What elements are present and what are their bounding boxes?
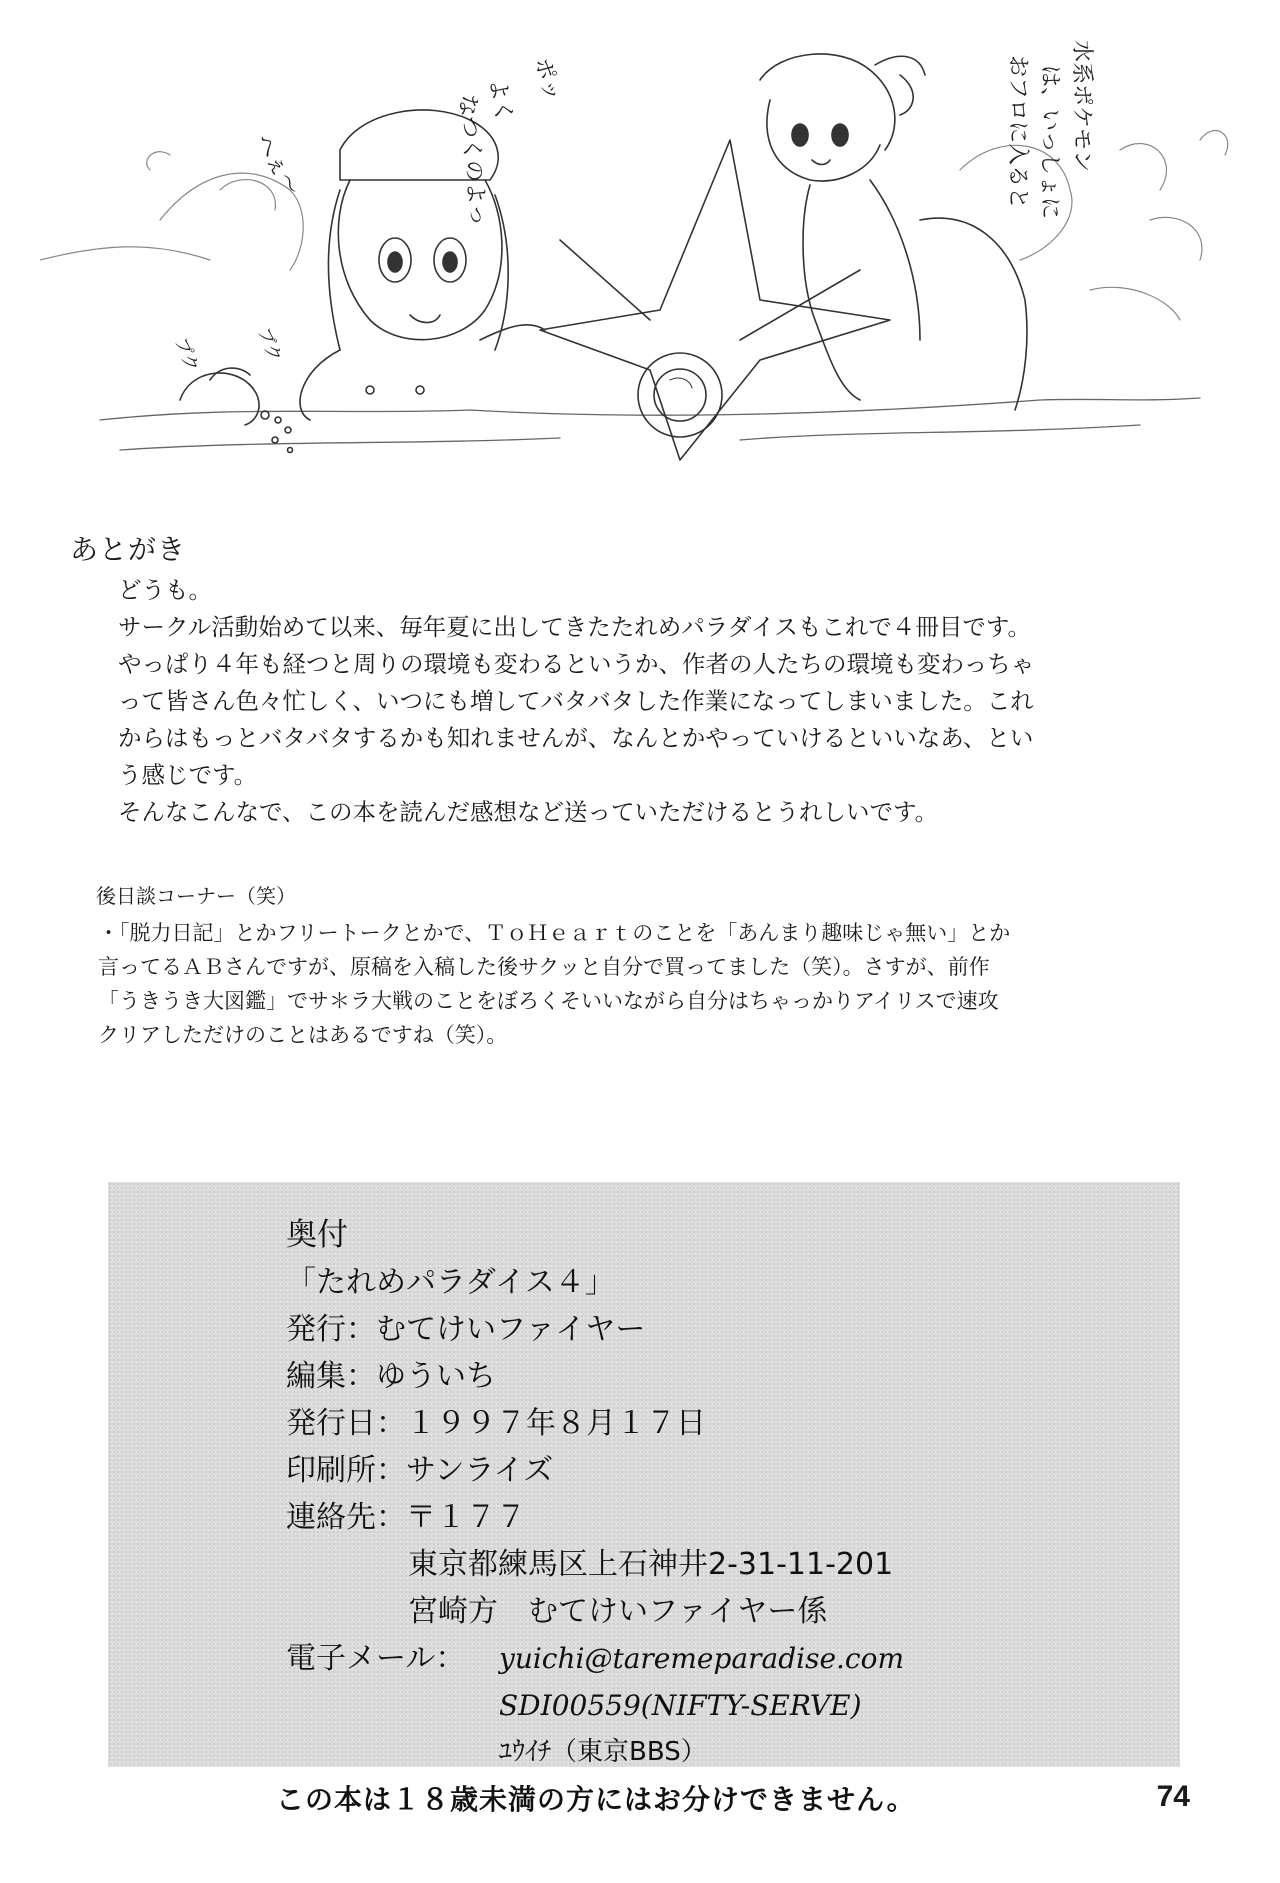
afterword-body xyxy=(118,572,1118,831)
sfx-he: へぇ〜 xyxy=(249,130,305,201)
colophon-email-row xyxy=(286,1635,916,1682)
corner-line: 言ってるＡＢさんですが、原稿を入稿した後サクッと自分で買ってました（笑）。さすが、前作 xyxy=(98,955,990,979)
afterword-heading: あとがき xyxy=(70,533,187,566)
corner-heading: 後日談コーナー（笑） xyxy=(96,884,296,908)
colophon-editor: 編集：ゆういち xyxy=(286,1359,496,1394)
colophon-attn: 宮崎方 むてけいファイヤー係 xyxy=(408,1594,828,1629)
sfx-yoku: よく xyxy=(484,76,517,125)
colophon-title: 「たれめパラダイス４」 xyxy=(286,1265,615,1300)
corner-body xyxy=(98,916,1138,1052)
afterword-line: って皆さん色々忙しく、いつにも増してバタバタした作業になってしまいました。これ xyxy=(118,687,1034,715)
afterword-line: やっぱり４年も経つと周りの環境も変わるというか、作者の人たちの環境も変わっちゃ xyxy=(118,650,1035,678)
sfx-buku: ブク xyxy=(253,324,286,366)
sfx-puku: プク xyxy=(170,334,203,376)
colophon-email: yuichi@taremeparadise.com xyxy=(499,1642,905,1675)
page-number: 74 xyxy=(1156,1780,1190,1813)
afterword-line: う感じです。 xyxy=(118,761,258,789)
illustration-hot-spring-sketch xyxy=(40,20,1240,520)
colophon-heading: 奥付 xyxy=(286,1217,348,1253)
colophon-date: 発行日：１９９７年８月１７日 xyxy=(286,1406,706,1441)
afterword-line: どうも。 xyxy=(118,576,212,604)
girl-right xyxy=(760,54,1027,410)
speech-line-3: おフロに入ると xyxy=(1005,55,1030,210)
speech-line-1: 水系ポケモン xyxy=(1069,40,1094,173)
colophon-publisher: 発行：むてけいファイヤー xyxy=(286,1312,646,1347)
afterword-line: からはもっとバタバタするかも知れませんが、なんとかやっていけるといいなあ、とい xyxy=(118,724,1034,752)
colophon-warning: この本は１８歳未満の方にはお分けできません。 xyxy=(276,1783,916,1816)
colophon-contact: 連絡先：〒１７７ xyxy=(286,1500,526,1535)
corner-line: ・「脱力日記」とかフリートークとかで、ＴｏＨｅａｒｔのことを「あんまり趣味じゃ無い」とか xyxy=(98,921,1011,945)
colophon-nifty: SDI00559(NIFTY-SERVE) xyxy=(499,1689,862,1722)
corner-line: クリアしただけのことはあるですね（笑）。 xyxy=(98,1023,508,1047)
speech-line-2: は、いっしょに xyxy=(1037,65,1062,220)
afterword-line: サークル活動始めて以来、毎年夏に出してきたたれめパラダイスもこれで４冊目です。 xyxy=(118,613,1031,641)
small-pokemon-bottom-left xyxy=(180,368,293,452)
colophon-content xyxy=(276,1212,916,1823)
colophon-address: 東京都練馬区上石神井2-31-11-201 xyxy=(408,1547,894,1582)
colophon-bbs: ﾕｳｲﾁ（東京BBS） xyxy=(499,1737,707,1767)
sfx-po: ポッ xyxy=(529,55,565,105)
colophon-printer: 印刷所：サンライズ xyxy=(286,1453,554,1488)
colophon-email-label: 電子メール： xyxy=(286,1641,466,1676)
sfx-natsuku: なつくのよっ xyxy=(454,93,491,228)
afterword-line: そんなこんなで、この本を読んだ感想など送っていただけるとうれしいです。 xyxy=(118,798,939,826)
corner-line: 「うきうき大図鑑」でサ＊ラ大戦のことをぼろくそいいながら自分はちゃっかりアイリスで速攻 xyxy=(98,989,999,1013)
girl-left xyxy=(300,110,545,420)
